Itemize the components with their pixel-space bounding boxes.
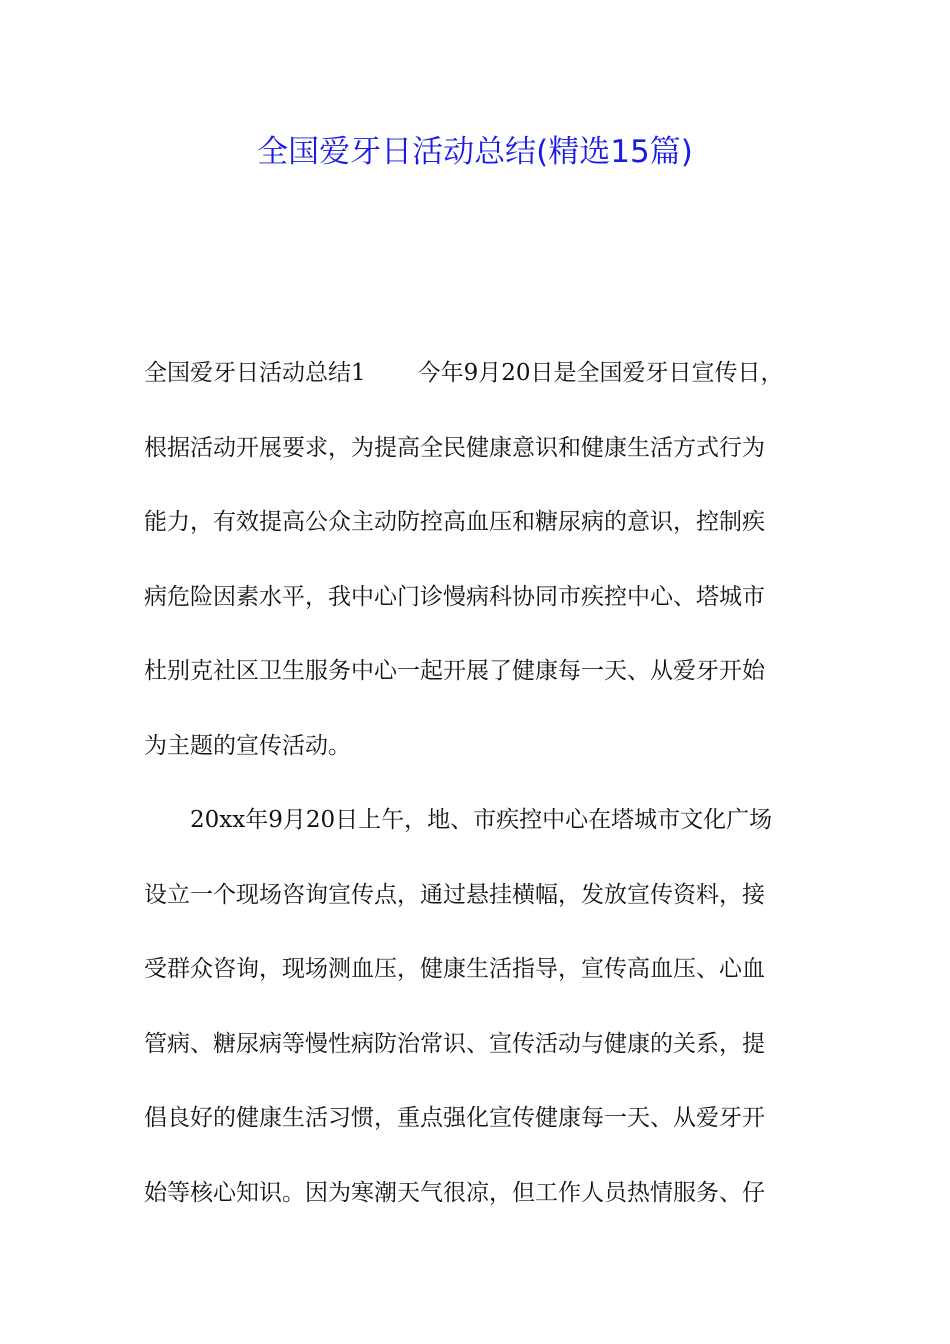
section-heading: 全国爱牙日活动总结1 (144, 360, 366, 386)
paragraph-line: 受群众咨询，现场测血压，健康生活指导，宣传高血压、心血 (144, 956, 765, 982)
paragraph-line: 始等核心知识。因为寒潮天气很凉，但工作人员热情服务、仔 (144, 1179, 765, 1206)
paragraph-line: 20xx年9月20日上午，地、市疾控中心在塔城市文化广场 (190, 807, 773, 833)
paragraph-line: 倡良好的健康生活习惯，重点强化宣传健康每一天、从爱牙开 (144, 1105, 765, 1131)
document-title: 全国爱牙日活动总结(精选15篇) (257, 134, 693, 170)
paragraph-line: 根据活动开展要求，为提高全民健康意识和健康生活方式行为 (144, 434, 765, 461)
paragraph-text: 今年9月20日是全国爱牙日宣传日， (417, 360, 784, 386)
document-body (144, 336, 809, 1230)
paragraph-line: 杜别克社区卫生服务中心一起开展了健康每一天、从爱牙开始 (144, 658, 765, 684)
paragraph-line: 病危险因素水平，我中心门诊慢病科协同市疾控中心、塔城市 (144, 583, 765, 610)
paragraph-line: 设立一个现场咨询宣传点，通过悬挂横幅，发放宣传资料，接 (144, 881, 765, 908)
paragraph-line (144, 336, 809, 411)
paragraph-line: 能力，有效提高公众主动防控高血压和糖尿病的意识，控制疾 (144, 509, 765, 535)
paragraph-line: 管病、糖尿病等慢性病防治常识、宣传活动与健康的关系，提 (144, 1030, 765, 1057)
paragraph-line: 为主题的宣传活动。 (144, 732, 351, 759)
